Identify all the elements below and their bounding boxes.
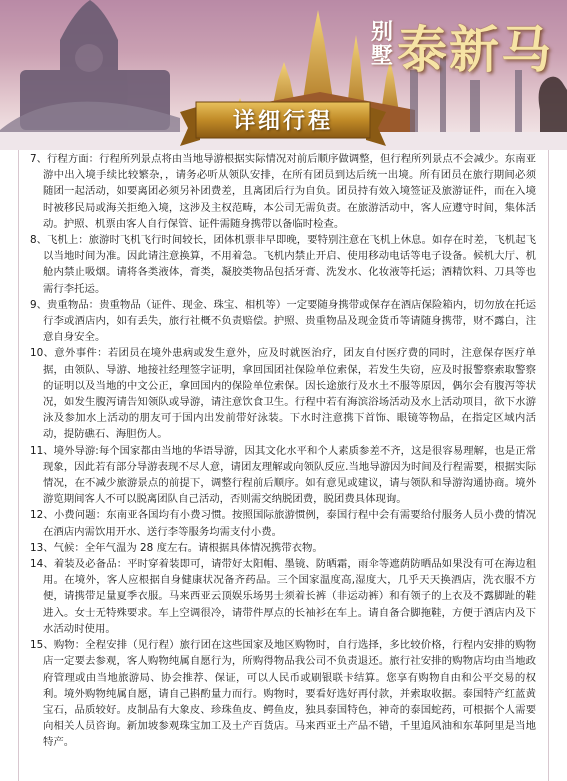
note-item-12 <box>30 507 536 539</box>
note-title: 气候： <box>53 541 85 554</box>
note-title: 行程方面： <box>47 153 100 165</box>
note-number: 10、 <box>30 347 55 360</box>
note-number: 14、 <box>30 558 54 571</box>
section-ribbon <box>192 96 374 148</box>
note-number: 9、 <box>30 298 48 311</box>
note-text: 贵重物品（证件、现金、珠宝、相机等）一定要随身携带或保存在酒店保险箱内，切勿放在托运行李或酒店内，如有丢失，旅行社概不负责赔偿。护照、贵重物品及现金货币等请随身携带，财不露白，注意自身安全。 <box>43 298 536 344</box>
note-item-11 <box>30 443 536 508</box>
note-number: 13、 <box>30 541 54 554</box>
note-text: 东南亚各国均有小费习惯。按照国际旅游惯例，泰国行程中会有需要给付服务人员小费的情况在酒店内需饮用开水、送行李等服务均需支付小费。 <box>43 509 536 538</box>
header-banner <box>0 0 567 150</box>
note-item-8 <box>30 232 536 297</box>
note-item-10 <box>30 345 536 442</box>
note-number: 12、 <box>30 509 54 522</box>
left-border <box>18 150 19 781</box>
note-title: 境外导游: <box>53 444 99 457</box>
note-title: 贵重物品： <box>47 298 100 311</box>
note-item-15 <box>30 637 536 750</box>
note-number: 7、 <box>30 153 48 165</box>
note-item-9 <box>30 297 536 346</box>
note-text: 平时穿着装即可，请带好太阳帽、墨镜、防晒霜，雨伞等遮荫防晒品如果没有可在海边租用。在境外，客人应根据自身健康状况备齐药品。三个国家温度高,湿度大，几乎天天换酒店，洗衣服不方便，请携带足量夏季衣服。马来西亚云顶娱乐场男士须着长裤（非运动裤）和有领子的上衣及不露脚趾的鞋进入。女士无特殊要求。车上空调很冷，请带件厚点的长袖衫在车上。请自备合脚拖鞋，方便于酒店内及下水活动时使用。 <box>43 558 536 635</box>
brand-subtitle-char-2: 墅 <box>370 43 393 69</box>
note-number: 15、 <box>30 639 54 652</box>
itinerary-notes <box>30 151 536 751</box>
note-item-14 <box>30 556 536 637</box>
note-number: 11、 <box>30 444 54 457</box>
section-title: 详细行程 <box>232 108 333 134</box>
note-item-7 <box>30 151 536 232</box>
brand-main-title: 泰新马 <box>397 20 553 79</box>
note-text: 每个国家都由当地的华语导游，因其文化水平和个人素质参差不齐，这是很容易理解，也是正常现象，因此若有部分导游表现不尽人意，请团友理解或向领队反应.当地导游因为时间及行程需要，根据实际情况，在不减少旅游景点的前提下，调整行程前后顺序。如有意见或建议，请与领队和导游沟通协商。境外游览期间客人不可以脱离团队自己活动，否则需交纳脱团费，脱团费具体现询。 <box>43 444 536 506</box>
note-item-13 <box>30 540 536 556</box>
note-title: 飞机上： <box>47 234 89 247</box>
note-title: 购物： <box>53 639 86 652</box>
note-text: 若团员在境外患病或发生意外，应及时就医治疗，团友自付医疗费的同时，注意保存医疗单据，由领队、导游、地接社经理签字证明，拿回国团社保险单位索保，若发生失窃，应及时报警察索取警察的证明以及当地的中文公正，拿回国内的保险单位索保。因长途旅行及水土不服等原因，偶尔会有腹泻等状况，如发生腹泻请告知领队或导游，请注意饮食卫生。行程中若有海滨浴场活动及水上活动项目，欲下水游泳及参加水上活动的朋友可于国内出发前带好泳装。下水时注意携下首饰、眼镜等物品，在指定区域内活动，提防礁石、海胆伤人。 <box>43 347 536 441</box>
note-title: 小费问题： <box>53 509 107 522</box>
note-title: 着装及必备品： <box>53 558 128 571</box>
right-border <box>548 150 549 781</box>
note-text: 全年气温为 28 度左右。请根据具体情况携带衣物。 <box>84 541 323 554</box>
note-title: 意外事件： <box>54 347 108 360</box>
brand-title <box>371 10 553 82</box>
note-text: 全程安排（见行程）旅行团在这些国家及地区购物时，自行选择，多比较价格，行程内安排的购物店一定要去参观，客人购物纯属自愿行为，所购得物品我公司不负责退还。旅行社安排的购物店均由当地政府管理或由当地旅游局、协会推荐、保证，可以人民币或刷银联卡结算。您享有购物自由和公平交易的权利。境外购物纯属自愿，请自己斟酌量力而行。购物时，要看好选好再付款，并索取收据。泰国特产红蓝黄宝石，品质较好。皮制品有大象皮、珍珠鱼皮、鳄鱼皮，独具泰国特色，神奇的泰国蛇药，可根据个人需要向相关人员咨询。新加坡参观珠宝加工及土产百货店。马来西亚土产品不错，千里追风油和东革阿里是当地特产。 <box>43 639 536 749</box>
note-text: 旅游时飞机飞行时间较长，团体机票非早即晚，要特别注意在飞机上休息。如存在时差，飞机起飞以当地时间为准。因此请注意换算，不用着急。飞机内禁止开启、使用移动电话等电子设备。候机大厅、机舱内禁止吸烟。请将各类液体，膏类，凝胶类物品包括牙膏、洗发水、化妆液等托运；酒精饮料、刀具等也需行李托运。 <box>43 234 536 295</box>
brand-subtitle <box>371 20 393 68</box>
note-text: 行程所列景点将由当地导游根据实际情况对前后顺序做调整，但行程所列景点不会减少。东南亚游中出入境手续比较繁杂，，请务必听从领队安排，在所有团员到达后统一出境。所有团员在旅行期间必须随团一起活动，如要离团必须另补团费差，且离团后行为自负。团员持有效入境签证及旅游证件，而在入境时被移民局或海关拒绝入境，这涉及主权范畴，本公司无需负责。在旅游活动中，客人应遵守时间，集体活动。护照、机票由客人自行保管、证件需随身携带以备临时检查。 <box>43 153 536 230</box>
note-number: 8、 <box>30 234 48 247</box>
brand-subtitle-char-1: 别 <box>370 19 393 45</box>
